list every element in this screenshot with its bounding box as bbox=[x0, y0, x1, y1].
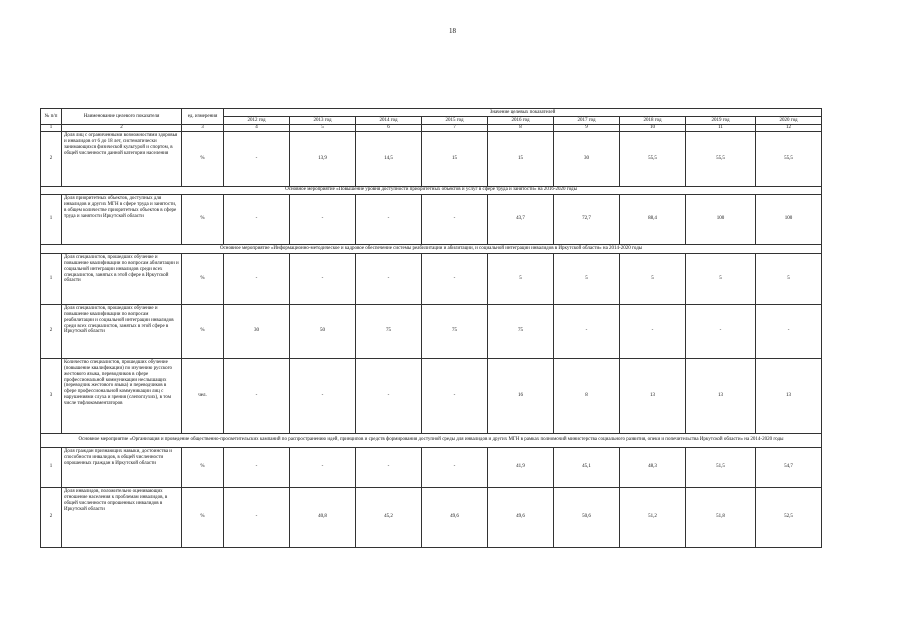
indicator-row bbox=[41, 131, 822, 186]
indicator-value: - bbox=[290, 194, 356, 244]
year-header: 2019 год bbox=[686, 117, 756, 125]
row-number: 2 bbox=[41, 487, 62, 547]
indicator-value: - bbox=[356, 358, 422, 433]
indicator-row bbox=[41, 253, 822, 304]
indicator-value: - bbox=[224, 447, 290, 487]
row-number: 1 bbox=[41, 194, 62, 244]
indicator-unit: % bbox=[182, 447, 224, 487]
column-number: 11 bbox=[686, 125, 756, 132]
indicator-value: - bbox=[686, 304, 756, 358]
indicator-value: 100 bbox=[756, 194, 822, 244]
indicator-value: - bbox=[356, 253, 422, 304]
indicator-value: - bbox=[224, 253, 290, 304]
indicator-value: - bbox=[290, 447, 356, 487]
indicator-value: 49,6 bbox=[422, 487, 488, 547]
indicator-value: 5 bbox=[756, 253, 822, 304]
indicator-value: 55,5 bbox=[756, 131, 822, 186]
indicator-value: 5 bbox=[554, 253, 620, 304]
indicator-name: Доля приоритетных объектов, доступных для инвалидов и других МГН в сфере труда и занятости, в общем количестве приоритетных объектов в сфере труда и занятости Иркутской области bbox=[62, 194, 182, 244]
section-title: Основное мероприятие «Повышение уровня доступности приоритетных объектов и услуг в сфере труда и занятости» на 2016-2020 годы bbox=[41, 186, 822, 194]
indicator-value: 41,9 bbox=[488, 447, 554, 487]
indicator-unit: % bbox=[182, 253, 224, 304]
indicator-unit: % bbox=[182, 487, 224, 547]
indicator-value: 55,5 bbox=[686, 131, 756, 186]
indicator-name: Доля инвалидов, положительно оценивающих отношение населения к проблемам инвалидов, в общей численности опрошенных инвалидов в Иркутской области bbox=[62, 487, 182, 547]
indicator-value: 30 bbox=[554, 131, 620, 186]
indicator-value: - bbox=[422, 358, 488, 433]
indicator-unit: % bbox=[182, 304, 224, 358]
col-name-header: Наименование целевого показателя bbox=[62, 109, 182, 125]
column-number: 10 bbox=[620, 125, 686, 132]
indicator-value: - bbox=[756, 304, 822, 358]
indicator-value: 50,6 bbox=[554, 487, 620, 547]
indicator-row bbox=[41, 194, 822, 244]
indicator-value: 49,6 bbox=[488, 487, 554, 547]
row-number: 1 bbox=[41, 447, 62, 487]
column-number: 1 bbox=[41, 125, 62, 132]
indicator-name: Доля граждан признающих навыки, достоинства и способности инвалидов, в общей численности опрошенных граждан в Иркутской области bbox=[62, 447, 182, 487]
indicator-value: 48,3 bbox=[620, 447, 686, 487]
column-number: 5 bbox=[290, 125, 356, 132]
column-number: 6 bbox=[356, 125, 422, 132]
indicator-value: 100 bbox=[686, 194, 756, 244]
year-header: 2018 год bbox=[620, 117, 686, 125]
page-number: 18 bbox=[449, 27, 456, 35]
row-number: 3 bbox=[41, 358, 62, 433]
section-row bbox=[41, 244, 822, 253]
indicator-value: 55,5 bbox=[620, 131, 686, 186]
indicator-value: - bbox=[620, 304, 686, 358]
indicator-value: 40,8 bbox=[290, 487, 356, 547]
indicator-unit: % bbox=[182, 194, 224, 244]
year-header: 2015 год bbox=[422, 117, 488, 125]
indicator-value: 88,4 bbox=[620, 194, 686, 244]
indicator-value: 15 bbox=[422, 131, 488, 186]
indicator-value: 72,7 bbox=[554, 194, 620, 244]
indicator-value: 14,5 bbox=[356, 131, 422, 186]
year-header: 2014 год bbox=[356, 117, 422, 125]
indicator-value: 52,5 bbox=[756, 487, 822, 547]
indicator-value: 51,2 bbox=[620, 487, 686, 547]
column-number-row bbox=[41, 125, 822, 132]
row-number: 2 bbox=[41, 304, 62, 358]
indicator-value: 51,5 bbox=[686, 447, 756, 487]
indicator-value: 15 bbox=[488, 131, 554, 186]
indicator-value: 13 bbox=[620, 358, 686, 433]
column-number: 2 bbox=[62, 125, 182, 132]
col-unit-header: ед. измерения bbox=[182, 109, 224, 125]
indicator-value: 13 bbox=[756, 358, 822, 433]
indicator-value: 54,7 bbox=[756, 447, 822, 487]
indicator-value: 75 bbox=[356, 304, 422, 358]
section-row bbox=[41, 433, 822, 447]
indicator-row bbox=[41, 304, 822, 358]
indicator-value: 51,8 bbox=[686, 487, 756, 547]
column-number: 4 bbox=[224, 125, 290, 132]
indicator-value: - bbox=[422, 253, 488, 304]
indicator-value: - bbox=[356, 194, 422, 244]
indicator-value: 45,2 bbox=[356, 487, 422, 547]
indicator-value: 45,1 bbox=[554, 447, 620, 487]
indicator-name: Количество специалистов, прошедших обучение (повышение квалификации) по изучению русского жестового языка, переводчиков в сфере профессиональной коммуникации неслышащих (переводчик жестового языка) и переводчиков в сфере профессиональной коммуникации лиц с нарушениями слуха и зрения (слепоглухих), в том числе тифлокомментаторов bbox=[62, 358, 182, 433]
section-title: Основное мероприятие «Организация и проведение общественно-просветительских кампаний по распространению идей, принципов и средств формирования доступной среды для инвалидов и других МГН в рамках полномочий министерства социального развития, опеки и попечительства Иркутской области» на 2014-2020 годы bbox=[41, 433, 822, 447]
indicator-value: 5 bbox=[620, 253, 686, 304]
year-header: 2020 год bbox=[756, 117, 822, 125]
values-group-header: Значение целевых показателей bbox=[224, 109, 822, 117]
indicator-value: - bbox=[224, 358, 290, 433]
year-header: 2017 год bbox=[554, 117, 620, 125]
header-row-top bbox=[41, 109, 822, 117]
indicator-value: 30 bbox=[224, 304, 290, 358]
section-row bbox=[41, 186, 822, 194]
column-number: 7 bbox=[422, 125, 488, 132]
indicator-unit: % bbox=[182, 131, 224, 186]
indicator-value: 16 bbox=[488, 358, 554, 433]
indicator-value: - bbox=[224, 487, 290, 547]
indicator-value: 75 bbox=[422, 304, 488, 358]
indicator-value: 13 bbox=[686, 358, 756, 433]
year-header: 2012 год bbox=[224, 117, 290, 125]
indicator-row bbox=[41, 358, 822, 433]
column-number: 3 bbox=[182, 125, 224, 132]
indicator-row bbox=[41, 447, 822, 487]
row-number: 1 bbox=[41, 253, 62, 304]
indicator-value: 43,7 bbox=[488, 194, 554, 244]
indicator-value: - bbox=[422, 194, 488, 244]
indicator-value: 75 bbox=[488, 304, 554, 358]
indicator-value: - bbox=[422, 447, 488, 487]
indicator-value: - bbox=[224, 194, 290, 244]
indicator-value: 50 bbox=[290, 304, 356, 358]
indicator-name: Доля специалистов, прошедших обучение и повышение квалификации по вопросам реабилитации и социальной интеграции инвалидов среди всех специалистов, занятых в этой сфере в Иркутской области bbox=[62, 304, 182, 358]
column-number: 9 bbox=[554, 125, 620, 132]
indicator-value: - bbox=[554, 304, 620, 358]
section-title: Основное мероприятие «Информационно-методическое и кадровое обеспечение системы реабилитации и абилитации, и социальной интеграции инвалидов в Иркутской области» на 2014-2020 годы bbox=[41, 244, 822, 253]
indicator-row bbox=[41, 487, 822, 547]
indicator-value: - bbox=[290, 253, 356, 304]
indicator-value: 5 bbox=[686, 253, 756, 304]
indicator-name: Доля лиц с ограниченными возможностями здоровья и инвалидов от 6 до 18 лет, систематически занимающихся физической культурой и спортом, в общей численности данной категории населения bbox=[62, 131, 182, 186]
indicator-value: - bbox=[224, 131, 290, 186]
indicator-value: 5 bbox=[488, 253, 554, 304]
col-no-header: № п/п bbox=[41, 109, 62, 125]
indicator-name: Доля специалистов, прошедших обучение и повышение квалификации по вопросам абилитации и социальной интеграции инвалидов среди всех специалистов, занятых в этой сфере в Иркутской области bbox=[62, 253, 182, 304]
year-header: 2013 год bbox=[290, 117, 356, 125]
indicator-value: - bbox=[356, 447, 422, 487]
target-indicators-table bbox=[40, 108, 822, 548]
column-number: 8 bbox=[488, 125, 554, 132]
column-number: 12 bbox=[756, 125, 822, 132]
indicator-value: 13,9 bbox=[290, 131, 356, 186]
indicator-value: - bbox=[290, 358, 356, 433]
year-header: 2016 год bbox=[488, 117, 554, 125]
indicator-unit: чел. bbox=[182, 358, 224, 433]
row-number: 2 bbox=[41, 131, 62, 186]
indicator-value: 8 bbox=[554, 358, 620, 433]
